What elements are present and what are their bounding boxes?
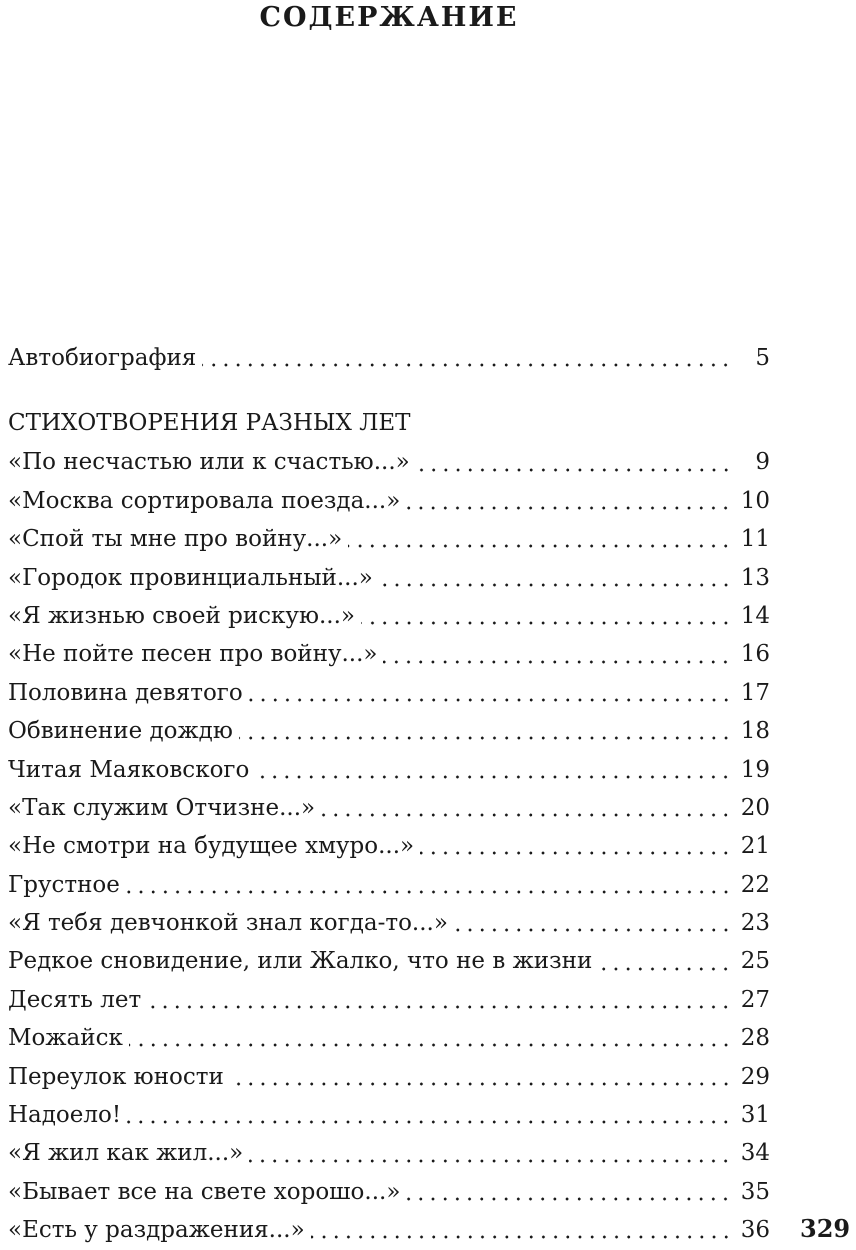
toc-entry	[8, 674, 770, 712]
dot-leader	[454, 928, 732, 932]
toc-entry-title: «Я жизнью своей рискую...»	[8, 602, 355, 629]
toc-entry-page: 31	[740, 1102, 770, 1129]
table-of-contents	[8, 339, 770, 1250]
toc-entry-list	[8, 443, 770, 1249]
toc-entry-page: 14	[740, 602, 770, 629]
toc-entry-page: 23	[740, 910, 770, 937]
dot-leader	[147, 1005, 732, 1009]
toc-entry-page: 10	[740, 487, 770, 514]
toc-entry-page: 35	[740, 1178, 770, 1205]
toc-entry-title: «Спой ты мне про войну...»	[8, 526, 343, 553]
dot-leader	[255, 775, 732, 779]
toc-entry-page: 9	[755, 449, 770, 476]
toc-entry-page: 27	[740, 986, 770, 1013]
toc-entry-page: 22	[740, 871, 770, 898]
toc-entry	[8, 789, 770, 827]
toc-entry	[8, 981, 770, 1019]
toc-entry-title: «Я жил как жил...»	[8, 1140, 244, 1167]
toc-entry-title: Надоело!	[8, 1102, 122, 1129]
dot-leader	[420, 851, 732, 855]
toc-entry-title: «Есть у раздражения...»	[8, 1217, 305, 1244]
toc-entry-page: 28	[740, 1025, 770, 1052]
toc-entry-title: «По несчастью или к счастью...»	[8, 449, 410, 476]
dot-leader	[416, 468, 732, 472]
toc-entry	[8, 942, 770, 980]
toc-entry-title: Читая Маяковского	[8, 756, 250, 783]
toc-entry-page: 18	[740, 718, 770, 745]
dot-leader	[361, 621, 732, 625]
toc-entry-autobiography	[8, 339, 770, 377]
toc-entry-page: 19	[740, 756, 770, 783]
toc-entry	[8, 866, 770, 904]
toc-entry	[8, 559, 770, 597]
dot-leader	[379, 583, 732, 587]
toc-entry-page: 36	[740, 1217, 770, 1244]
dot-leader	[202, 363, 732, 367]
dot-leader	[406, 1197, 732, 1201]
toc-entry-title: «Я тебя девчонкой знал когда-то...»	[8, 910, 448, 937]
toc-entry-page: 13	[740, 564, 770, 591]
dot-leader	[348, 544, 732, 548]
toc-entry-title: «Не смотри на будущее хмуро...»	[8, 833, 415, 860]
section-heading: СТИХОТВОРЕНИЯ РАЗНЫХ ЛЕТ	[8, 410, 411, 437]
dot-leader	[239, 736, 732, 740]
toc-entry	[8, 1173, 770, 1211]
page-title: СОДЕРЖАНИЕ	[259, 2, 519, 33]
toc-entry-page: 11	[740, 526, 770, 553]
toc-entry	[8, 1096, 770, 1134]
dot-leader	[311, 1235, 732, 1239]
dot-leader	[406, 506, 732, 510]
toc-entry-page: 25	[740, 948, 770, 975]
toc-entry-page: 5	[755, 345, 770, 371]
toc-entry	[8, 904, 770, 942]
toc-entry	[8, 1211, 770, 1249]
toc-entry-title: «Москва сортировала поезда...»	[8, 487, 401, 514]
toc-entry	[8, 520, 770, 558]
toc-entry-title: Грустное	[8, 871, 120, 898]
toc-entry-title: Обвинение дождю	[8, 718, 233, 745]
toc-entry-title: «Бывает все на свете хорошо...»	[8, 1178, 401, 1205]
dot-leader	[127, 1120, 732, 1124]
toc-entry-page: 21	[740, 833, 770, 860]
toc-entry	[8, 751, 770, 789]
toc-entry	[8, 482, 770, 520]
dot-leader	[230, 1082, 732, 1086]
toc-entry-page: 34	[740, 1140, 770, 1167]
toc-entry	[8, 635, 770, 673]
toc-entry-title: Переулок юности	[8, 1063, 224, 1090]
toc-entry-title: Половина девятого	[8, 679, 243, 706]
toc-entry-title: «Городок провинциальный...»	[8, 564, 373, 591]
dot-leader	[249, 698, 732, 702]
toc-entry-title: «Так служим Отчизне...»	[8, 794, 316, 821]
toc-entry-page: 17	[740, 679, 770, 706]
toc-entry-title: Можайск	[8, 1025, 123, 1052]
toc-entry-page: 29	[740, 1063, 770, 1090]
toc-entry-page: 16	[740, 641, 770, 668]
toc-entry	[8, 827, 770, 865]
toc-entry	[8, 1134, 770, 1172]
toc-entry	[8, 712, 770, 750]
page-number: 329	[800, 1214, 851, 1243]
toc-entry	[8, 1058, 770, 1096]
dot-leader	[129, 1043, 732, 1047]
toc-entry	[8, 443, 770, 481]
toc-entry-title: Редкое сновидение, или Жалко, что не в жизни	[8, 948, 593, 975]
toc-entry	[8, 597, 770, 635]
toc-entry	[8, 1019, 770, 1057]
dot-leader	[249, 1159, 732, 1163]
dot-leader	[126, 890, 732, 894]
toc-entry-title: Десять лет	[8, 986, 142, 1013]
dot-leader	[321, 813, 732, 817]
toc-entry-page: 20	[740, 794, 770, 821]
toc-entry-title: Автобиография	[8, 345, 197, 371]
dot-leader	[598, 967, 732, 971]
dot-leader	[383, 660, 732, 664]
toc-entry-title: «Не пойте песен про войну...»	[8, 641, 378, 668]
